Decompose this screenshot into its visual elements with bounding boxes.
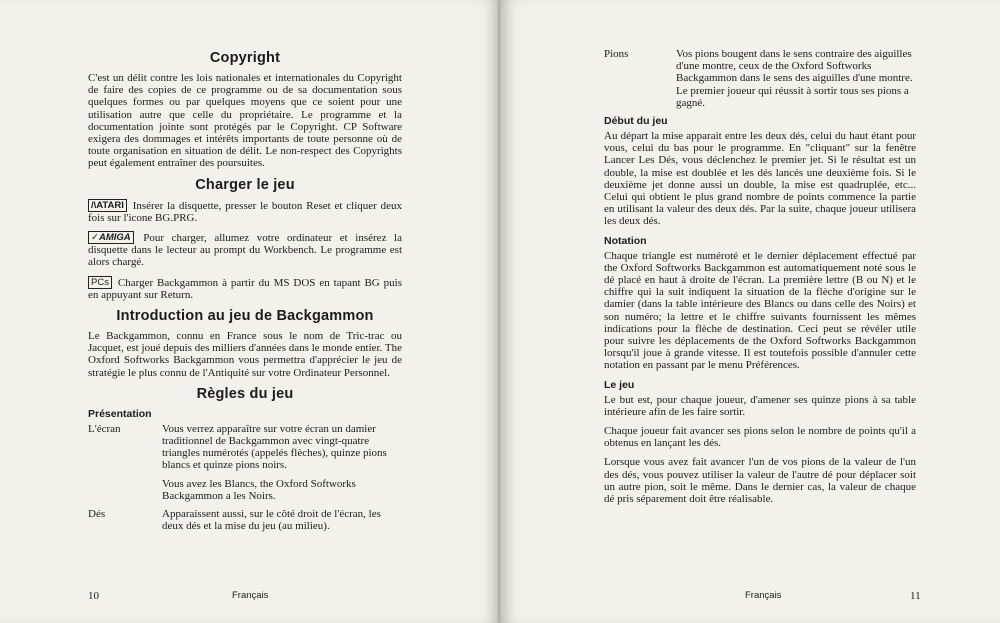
left-page-language: Français bbox=[232, 590, 269, 601]
pc-text: Charger Backgammon à partir du MS DOS en tapant BG puis en appuyant sur Return. bbox=[88, 276, 403, 301]
le-jeu-heading: Le jeu bbox=[604, 378, 635, 391]
notation-heading: Notation bbox=[604, 234, 647, 247]
amiga-text: Pour charger, allumez votre ordinateur et insérez la disquette dans le lecteur au prompt du Workbench. Le programme est alors chargé. bbox=[88, 232, 402, 269]
charger-heading: Charger le jeu bbox=[195, 176, 295, 193]
des-def-paragraph: Apparaissent aussi, sur le côté droit de l'écran, les deux dés et la mise du jeu (au milieu). bbox=[162, 508, 381, 533]
right-page-content bbox=[604, 48, 916, 512]
copyright-text: C'est un délit contre les lois nationales et internationales du Copyright de faire des copies de ce programme ou de sa documentation sous quelques formes ou par quelques moyens que ce soient pour une utilisation autre que celle du propriétaire. Le programme et la documentation jointe sont protégés par le Copyright. CP Software exigera des dommages et intérêts importants de toute personne où de toute organisation en situation de délit. Le non-respect des Copyrights peut également entraîner des poursuites. bbox=[88, 72, 402, 170]
presentation-subheading: Présentation bbox=[88, 407, 152, 420]
ecran-definition bbox=[162, 423, 402, 508]
atari-logo: /\ATARI bbox=[88, 199, 127, 212]
pions-definition-list bbox=[604, 48, 916, 115]
le-jeu-paragraph-2: Chaque joueur fait avancer ses pions selon le nombre de points qu'il a obtenus en lançant les dés. bbox=[604, 425, 916, 450]
pions-term: Pions bbox=[604, 48, 629, 60]
left-page-content bbox=[88, 50, 402, 538]
ecran-def-paragraph-1: Vous verrez apparaître sur votre écran un damier traditionnel de Backgammon avec vingt-quatre triangles numérotés (appelés flèches), quinze pions blancs et quinze pions noirs. bbox=[162, 422, 387, 472]
des-term: Dés bbox=[88, 508, 106, 521]
right-page-language: Français bbox=[745, 590, 782, 601]
left-page-number: 10 bbox=[88, 590, 99, 602]
notation-text: Chaque triangle est numéroté et le dernier déplacement effectué par the Oxford Softworks Backgammon est automatiquement noté sous le dé placé en haut à droite de l'écran. La première lettre (B ou N) et le chiffre qui la suit indiquent la situation de la flèche d'origine sur le damier (dans la table intérieure des Blancs ou dans celle des Noirs) et son numéro; la lettre et le chiffre suivants fournissent les mêmes indications pour la flèche de destination. Ceci peut se révéler utile pour suivre les déplacements de the Oxford Softworks Backgammon lorsqu'il joue à grande vitesse. Il est toutefois possible d'annuler cette notation en passant par le menu Préférences. bbox=[604, 249, 916, 372]
introduction-text: Le Backgammon, connu en France sous le nom de Tric-trac ou Jacquet, est joué depuis des milliers d'années dans le monde entier. The Oxford Softworks Backgammon vous permettra d'apprécier le jeu de stratégie le plus connu de l'Antiquité sur votre Ordinateur Personnel. bbox=[88, 330, 402, 379]
presentation-definitions bbox=[88, 423, 402, 539]
pions-def-paragraph: Vos pions bougent dans le sens contraire des aiguilles d'une montre, ceux de the Oxford Softworks Backgammon dans le sens des aiguilles d'une montre. Le premier joueur qui réussit à sortir tous ses pions a gagné. bbox=[676, 48, 913, 109]
atari-instructions bbox=[88, 199, 402, 224]
ecran-term: L'écran bbox=[88, 422, 121, 435]
regles-heading: Règles du jeu bbox=[196, 385, 294, 402]
ecran-def-paragraph-2: Vous avez les Blancs, the Oxford Softworks Backgammon a les Noirs. bbox=[162, 477, 356, 502]
right-page bbox=[500, 0, 1000, 623]
amiga-logo: ✓AMIGA bbox=[88, 231, 134, 244]
right-page-number: 11 bbox=[910, 590, 921, 602]
debut-text: Au départ la mise apparait entre les deux dés, celui du haut étant pour vous, celui du bas pour le programme. En "cliquant" sur la fenêtre Lancer Les Dés, vous déclenchez le premier jet. Si le résultat est un double, la mise est doublée et les dés lancés une deuxième fois. Si le deuxième jet donne aussi un double, la mise est quadruplée, etc... Celui qui obtient le plus grand nombre de points commence la partie en utilisant la valeur des deux dés. Par la suite, chaque joueur utilisera les deux dés. bbox=[604, 130, 916, 228]
le-jeu-paragraph-1: Le but est, pour chaque joueur, d'amener ses quinze pions à sa table intérieure afin de les faire sortir. bbox=[604, 393, 916, 418]
atari-text: Insérer la disquette, presser le bouton Reset et cliquer deux fois sur l'icone BG.PRG. bbox=[88, 199, 403, 224]
introduction-heading: Introduction au jeu de Backgammon bbox=[116, 308, 374, 325]
le-jeu-paragraph-3: Lorsque vous avez fait avancer l'un de vos pions de la valeur de l'un des dés, vous pouvez utiliser la valeur de l'autre dé pour déplacer soit un autre pion, soit le même. Dans le dernier cas, la valeur de chaque dé pris séparement doit être réalisable. bbox=[604, 456, 916, 506]
pions-definition bbox=[676, 48, 916, 115]
amiga-instructions bbox=[88, 231, 402, 269]
des-definition bbox=[162, 508, 402, 538]
copyright-heading: Copyright bbox=[209, 50, 281, 66]
pc-instructions bbox=[88, 276, 402, 301]
pc-logo: PCs bbox=[88, 276, 112, 289]
debut-heading: Début du jeu bbox=[604, 115, 668, 128]
